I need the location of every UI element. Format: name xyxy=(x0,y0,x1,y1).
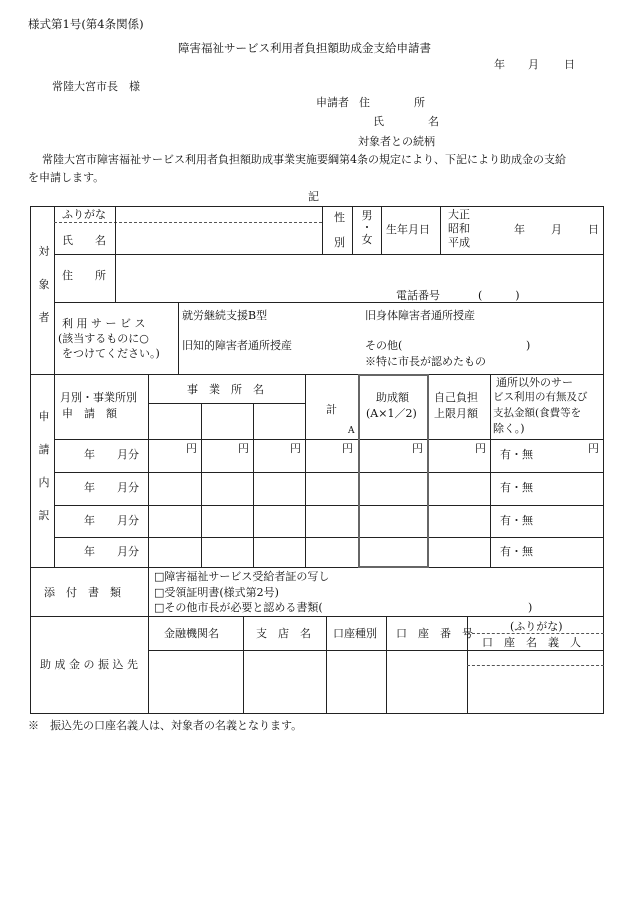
service-option-4: その他( xyxy=(365,339,403,352)
service-label-1: 利 用 サ ー ビ ス xyxy=(62,317,146,330)
attachment-item-3-close: ) xyxy=(528,601,533,614)
col-monthly-line2: 申 請 額 xyxy=(62,407,117,420)
col-other-line4: 除く。) xyxy=(493,422,525,435)
col-monthly-line1: 月別・事業所別 xyxy=(60,391,137,404)
name-label: 氏 名 xyxy=(373,115,439,128)
account-number-header: 口 座 番 号 xyxy=(396,627,473,640)
phone-label: 電話番号 xyxy=(396,289,440,302)
form-title: 障害福祉サービス利用者負担額助成金支給申請書 xyxy=(178,41,431,55)
date-year: 年 xyxy=(494,58,505,71)
yes-no-2: 有・無 xyxy=(500,481,533,494)
col-office-name: 事 業 所 名 xyxy=(187,383,264,396)
service-option-3: 旧知的障害者通所授産 xyxy=(182,339,292,352)
col-other-line2: ビス利用の有無及び xyxy=(493,391,588,403)
birthdate-label: 生年月日 xyxy=(386,223,430,236)
col-self-line1: 自己負担 xyxy=(434,391,478,404)
era-options: 大正 昭和 平成 xyxy=(448,208,470,249)
col-total-sub: A xyxy=(348,426,355,436)
addressee: 常陸大宮市長 様 xyxy=(52,80,140,93)
yen-other: 円 xyxy=(588,442,599,455)
intro-text-line1: 常陸大宮市障害福祉サービス利用者負担額助成事業実施要綱第4条の規定により、下記により助成金の支給 xyxy=(42,153,566,166)
yes-no-3: 有・無 xyxy=(500,514,533,527)
birth-month: 月 xyxy=(551,223,562,236)
form-number: 様式第1号(第4条関係) xyxy=(28,17,144,31)
service-option-5: ※特に市長が認めたもの xyxy=(365,355,486,368)
yen-office-3: 円 xyxy=(290,442,301,455)
phone-paren: ( ) xyxy=(478,289,520,302)
yes-no-4: 有・無 xyxy=(500,545,533,558)
date-month: 月 xyxy=(528,58,539,71)
row-month-1: 年 月分 xyxy=(84,448,139,461)
date-day: 日 xyxy=(564,58,575,71)
row-month-3: 年 月分 xyxy=(84,514,139,527)
birth-year: 年 xyxy=(514,223,525,236)
col-subsidy-line2: (A×1／2) xyxy=(366,407,417,420)
bank-name-header: 金融機関名 xyxy=(164,627,219,640)
col-self-line2: 上限月額 xyxy=(434,407,478,420)
sex-label-top: 性 xyxy=(334,211,345,224)
yen-subsidy: 円 xyxy=(412,442,423,455)
service-label-3: をつけてください。) xyxy=(62,347,160,360)
birth-day: 日 xyxy=(588,223,599,236)
bank-section-label: 助 成 金 の 振 込 先 xyxy=(40,658,138,671)
service-option-4-close: ) xyxy=(526,339,531,352)
account-type-header: 口座種別 xyxy=(333,627,377,640)
yen-total: 円 xyxy=(342,442,353,455)
yes-no-1: 有・無 xyxy=(500,448,533,461)
footnote: ※ 振込先の口座名義人は、対象者の名義となります。 xyxy=(28,719,303,732)
address-field-label: 住 所 xyxy=(62,269,106,282)
holder-furigana-header: (ふりがな) xyxy=(510,620,563,633)
attachments-label: 添 付 書 類 xyxy=(44,586,121,599)
attachment-item-3: □その他市長が必要と認める書類( xyxy=(154,601,323,614)
sex-label-bottom: 別 xyxy=(334,236,345,249)
ki-label: 記 xyxy=(308,190,319,203)
service-label-2: (該当するものに○ xyxy=(58,332,149,345)
branch-header: 支 店 名 xyxy=(256,627,311,640)
col-other-line1: 通所以外のサー xyxy=(496,376,573,389)
service-option-2: 旧身体障害者通所授産 xyxy=(365,309,475,322)
col-other-line3: 支払金額(食費等を xyxy=(493,407,582,419)
address-label: 住 所 xyxy=(359,96,425,109)
attachment-item-1: □障害福祉サービス受給者証の写し xyxy=(154,570,330,583)
intro-text-line2: を申請します。 xyxy=(28,171,105,184)
service-option-1: 就労継続支援B型 xyxy=(182,309,268,322)
row-month-2: 年 月分 xyxy=(84,481,139,494)
col-total: 計 xyxy=(326,403,337,416)
attachment-item-2: □受領証明書(様式第2号) xyxy=(154,586,279,599)
yen-self: 円 xyxy=(475,442,486,455)
row-month-4: 年 月分 xyxy=(84,545,139,558)
applicant-label: 申請者 xyxy=(316,96,349,109)
target-side-label: 対 象 者 xyxy=(38,245,50,324)
yen-office-2: 円 xyxy=(238,442,249,455)
name-field-label: 氏 名 xyxy=(62,234,106,247)
furigana-label: ふりがな xyxy=(62,208,106,221)
relation-label: 対象者との続柄 xyxy=(358,135,435,148)
yen-office-1: 円 xyxy=(186,442,197,455)
col-subsidy-line1: 助成額 xyxy=(376,391,409,404)
account-holder-header: 口 座 名 義 人 xyxy=(482,636,581,649)
sex-options: 男 ・ 女 xyxy=(361,209,373,246)
breakdown-side-label: 申 請 内 訳 xyxy=(38,410,50,522)
